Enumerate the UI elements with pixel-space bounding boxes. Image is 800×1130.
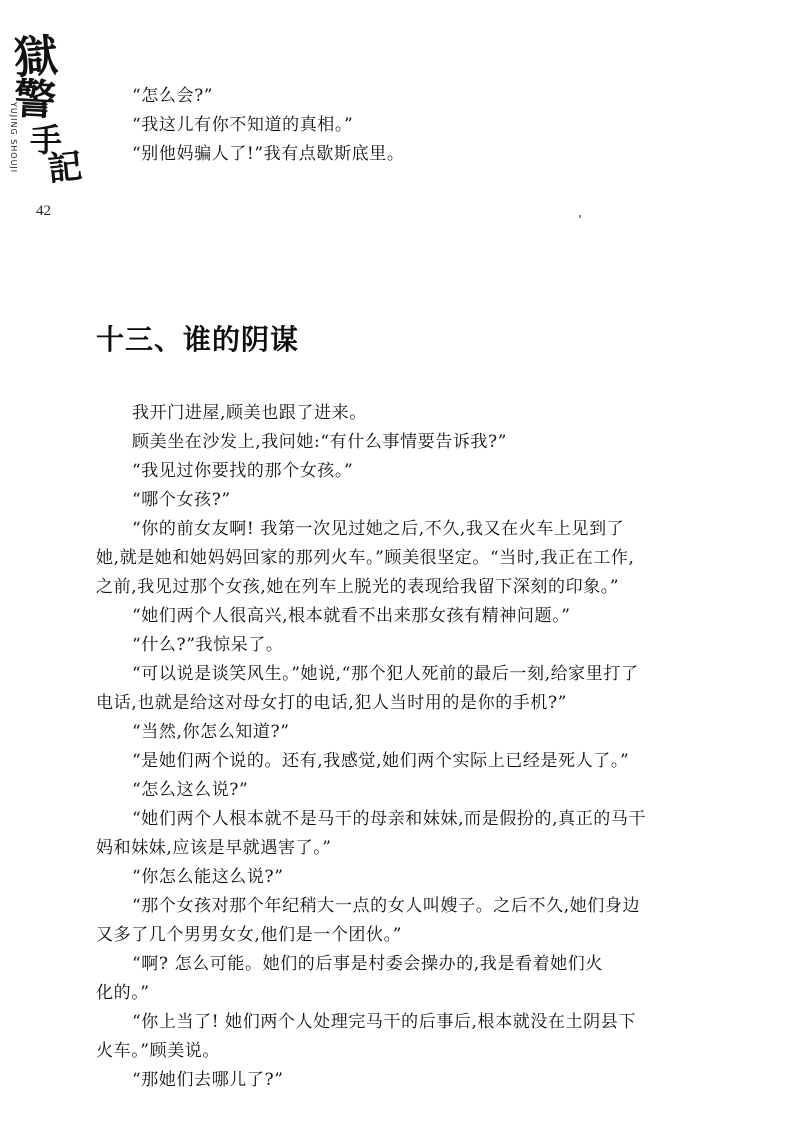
paragraph-line: 她,就是她和她妈妈回家的那列火车。”顾美很坚定。“当时,我正在工作, [96,548,635,568]
page-number: 42 [36,203,51,219]
paragraph-line: “当然,你怎么知道?” [132,722,290,742]
paragraph-line: “怎么这么说?” [132,780,249,800]
paragraph-line: “哪个女孩?” [132,490,231,510]
book-logo [8,30,98,196]
logo-pinyin: YUJING SHOUJI [9,102,18,174]
logo-char-2: 警 [12,73,58,126]
paragraph-line: “什么?”我惊呆了。 [132,635,284,655]
paragraph-line: “你上当了! 她们两个人处理完马干的后事后,根本就没在土阴县下 [132,1012,636,1032]
paragraph-line: “她们两个人根本就不是马干的母亲和妹妹,而是假扮的,真正的马干 [132,809,647,829]
logo-char-1: 獄 [12,30,60,85]
paragraph-line: “怎么会?” [132,86,214,106]
paragraph-line: 之前,我见过那个女孩,她在列车上脱光的表现给我留下深刻的印象。” [96,577,620,597]
logo-char-4: 記 [46,146,84,190]
logo-char-3: 手 [30,121,63,159]
paragraph-line: 火车。”顾美说。 [96,1041,220,1061]
paragraph-line: “她们两个人很高兴,根本就看不出来那女孩有精神问题。” [132,606,571,626]
paragraph-line: “我这儿有你不知道的真相。” [132,115,354,135]
paragraph-line: 化的。” [96,983,150,1003]
paragraph-line: 电话,也就是给这对母女打的电话,犯人当时用的是你的手机?” [96,693,568,713]
paragraph-line: “啊? 怎么可能。她们的后事是村委会操办的,我是看着她们火 [132,954,604,974]
paragraph-line: “那个女孩对那个年纪稍大一点的女人叫嫂子。之后不久,她们身边 [132,896,641,916]
top-dialogue [96,82,736,169]
paragraph-line: “可以说是谈笑风生。”她说,“那个犯人死前的最后一刻,给家里打了 [132,664,639,684]
paragraph-line: “别他妈骗人了!”我有点歇斯底里。 [132,144,405,164]
paragraph-line: 顾美坐在沙发上,我问她:“有什么事情要告诉我?” [132,432,508,452]
chapter-title: 十三、谁的阴谋 [96,323,300,356]
paragraph-line: “那她们去哪儿了?” [132,1070,284,1090]
paragraph-line: “你的前女友啊! 我第一次见过她之后,不久,我又在火车上见到了 [132,519,625,539]
paragraph-line: “是她们两个说的。还有,我感觉,她们两个实际上已经是死人了。” [132,751,630,771]
paragraph-line: 妈和妹妹,应该是早就遇害了。” [96,838,332,858]
paragraph-line: “你怎么能这么说?” [132,867,284,887]
paragraph-line: 我开门进屋,顾美也跟了进来。 [132,403,367,423]
scan-speck [579,215,581,218]
paragraph-line: “我见过你要找的那个女孩。” [132,461,354,481]
chapter-body [96,399,736,1095]
paragraph-line: 又多了几个男男女女,他们是一个团伙。” [96,925,402,945]
